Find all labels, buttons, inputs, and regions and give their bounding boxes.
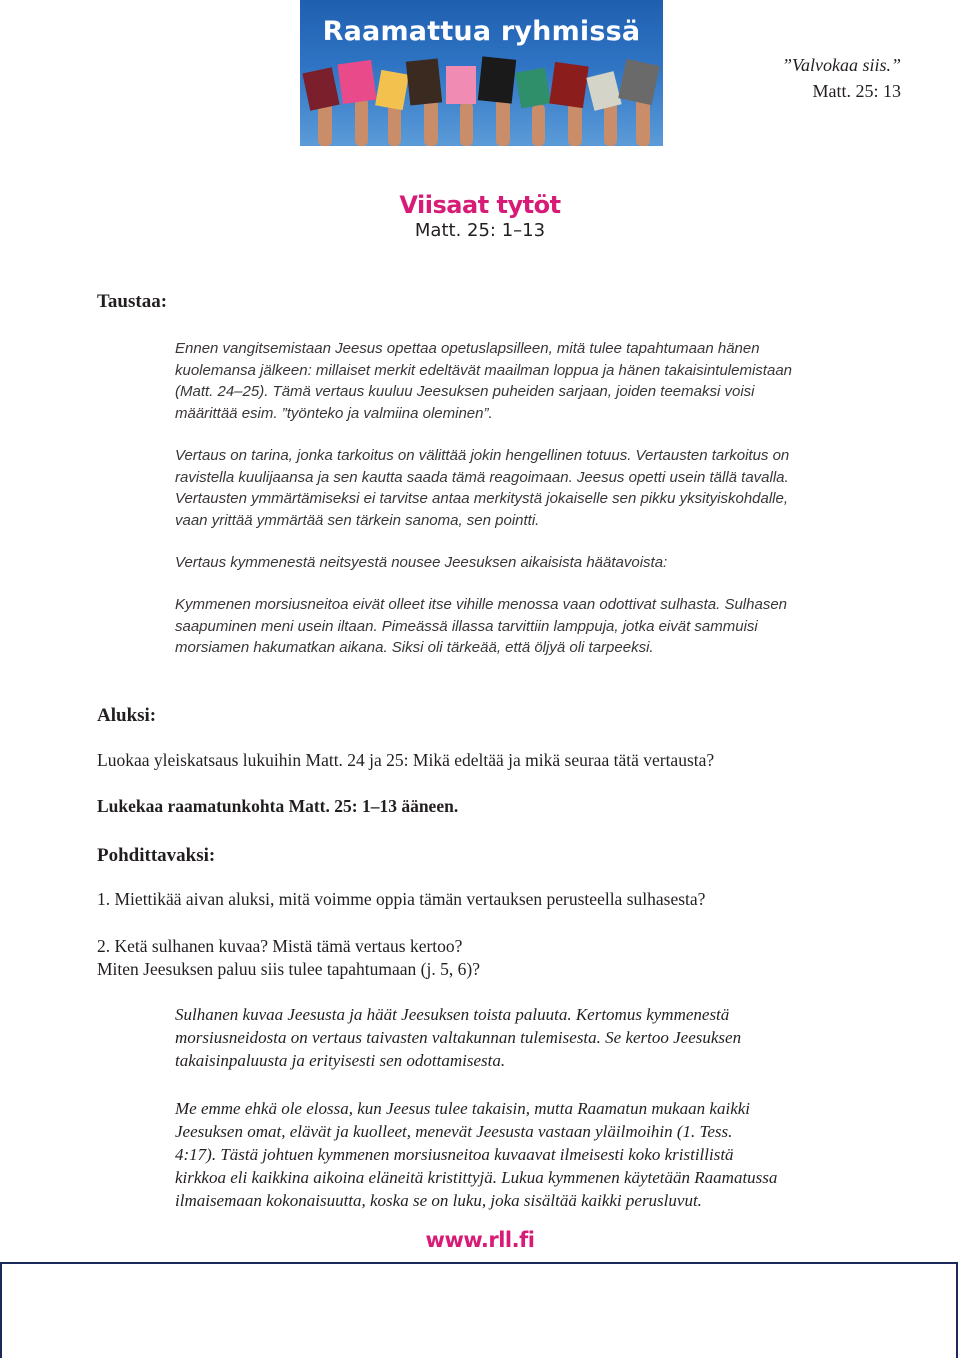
background-paragraph-4 — [175, 594, 875, 659]
background-paragraph-1 — [175, 338, 875, 424]
background-paragraph-2 — [175, 445, 875, 531]
reading-instruction: Lukekaa raamatunkohta Matt. 25: 1–13 ääneen. — [97, 796, 459, 816]
section-heading-aluksi: Aluksi: — [97, 705, 157, 726]
question-2: 2. Ketä sulhanen kuvaa? Mistä tämä vertaus kertoo? — [97, 936, 463, 956]
banner-title: Raamattua ryhmissä — [322, 16, 641, 47]
background-paragraph-3 — [175, 552, 875, 574]
text-line: takaisinpaluusta ja erityisesti sen odottamisesta. — [175, 1051, 506, 1070]
text-line: ilmaisemaan kokonaisuutta, koska se on luku, joka sisältää kaikki perusluvut. — [175, 1191, 702, 1210]
text-line: vaan yrittää ymmärtää sen tärkein sanoma, sen pointti. — [175, 511, 540, 529]
question-1: 1. Miettikää aivan aluksi, mitä voimme oppia tämän vertauksen perusteella sulhasesta? — [97, 889, 706, 909]
text-line: (Matt. 24–25). Tämä vertaus kuuluu Jeesuksen puheiden sarjaan, joiden teemaksi voisi — [175, 383, 755, 400]
text-line: Vertaus on tarina, jonka tarkoitus on välittää jokin hengellinen totuus. Vertausten tarkoitus on — [175, 447, 790, 464]
quote-text: ”Valvokaa siis.” — [781, 55, 901, 75]
text-line: Me emme ehkä ole elossa, kun Jeesus tulee takaisin, mutta Raamatun mukaan kaikki — [175, 1099, 751, 1118]
title-block — [0, 190, 960, 242]
quote-reference: Matt. 25: 13 — [812, 81, 901, 101]
text-line: morsiusneidosta on vertaus taivasten valtakunnan tulemisesta. Se kertoo Jeesuksen — [175, 1028, 742, 1047]
page-title-reference: Matt. 25: 1–13 — [414, 220, 546, 241]
header-quote — [782, 52, 901, 104]
text-line: ravistella kuulijaansa ja sen kautta saada tämä reagoimaan. Jeesus opetti usein tällä tavalla. — [175, 468, 789, 486]
text-line: saapuminen meni usein iltaan. Pimeässä illassa tarvittiin lamppuja, jotka eivät sammuisi — [175, 617, 758, 635]
section-heading-taustaa: Taustaa: — [97, 291, 168, 312]
text-line: Vertausten ymmärtämiseksi ei tarvitse antaa merkitystä jokaiselle sen pikku yksityiskohdalle, — [175, 490, 789, 507]
answer-paragraph-1 — [175, 1003, 875, 1072]
text-line: Jeesuksen omat, elävät ja kuolleet, menevät Jeesusta vastaan yläilmoihin (1. Tess. — [175, 1122, 733, 1141]
header-banner — [300, 0, 663, 146]
text-line: määrittää esim. ”työnteko ja valmiina oleminen”. — [175, 404, 493, 422]
text-line: kirkkoa eli kaikkina aikoina eläneitä kristittyjä. Lukua kymmenen käytetään Raamatussa — [175, 1168, 778, 1187]
text-line: Vertaus kymmenestä neitsyestä nousee Jeesuksen aikaisista häätavoista: — [175, 554, 668, 571]
page-title: Viisaat tytöt — [399, 191, 561, 219]
text-line: kuolemansa jälkeen: millaiset merkit edeltävät maailman loppua ja hänen takaisintulemistaan — [175, 361, 792, 379]
text-line: Sulhanen kuvaa Jeesusta ja häät Jeesuksen toista paluuta. Kertomus kymmenestä — [175, 1005, 730, 1024]
text-line: 4:17). Tästä johtuen kymmenen morsiusneitoa kuvaavat ilmeisesti koko kristillistä — [175, 1145, 734, 1164]
text-line: Kymmenen morsiusneitoa eivät olleet itse vihille menossa vaan odottivat sulhasta. Sulhasen — [175, 596, 787, 613]
text-line: Ennen vangitsemistaan Jeesus opettaa opetuslapsilleen, mitä tulee tapahtumaan hänen — [175, 340, 760, 357]
section-heading-pohdittavaksi: Pohdittavaksi: — [97, 845, 216, 866]
bottom-frame-border — [0, 1262, 958, 1358]
aluksi-text: Luokaa yleiskatsaus lukuihin Matt. 24 ja 25: Mikä edeltää ja mikä seuraa tätä vertausta? — [97, 750, 715, 770]
website-link[interactable]: www.rll.fi — [425, 1228, 535, 1252]
text-line: morsiamen hakumatkan aikana. Siksi oli tärkeää, että öljyä oli tarpeeksi. — [175, 639, 654, 656]
question-2-followup: Miten Jeesuksen paluu siis tulee tapahtumaan (j. 5, 6)? — [97, 959, 480, 979]
answer-paragraph-2 — [175, 1097, 875, 1212]
